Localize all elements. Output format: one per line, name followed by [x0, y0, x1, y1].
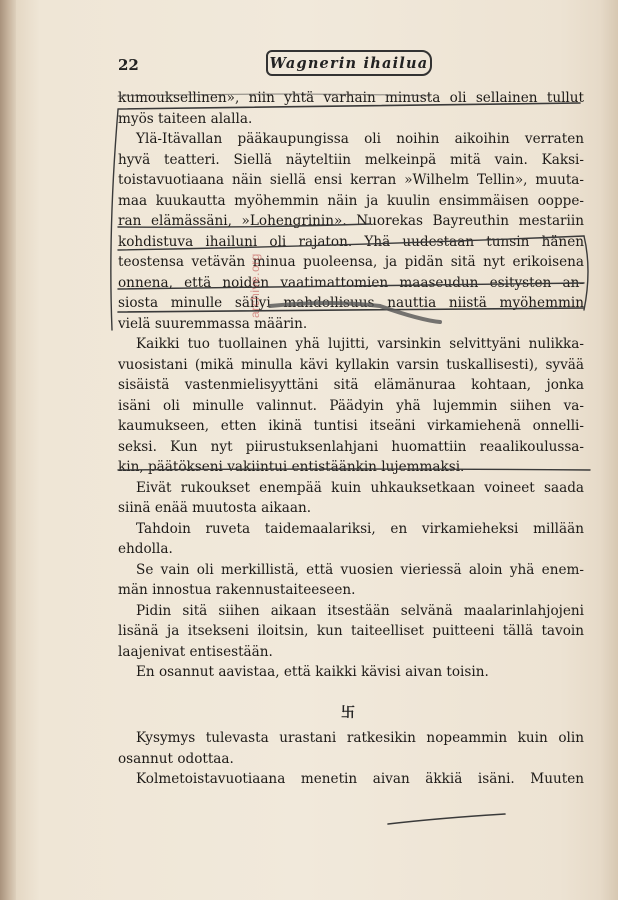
section-ornament: 卐 [341, 705, 355, 721]
running-head-text: Wagnerin ihailua [269, 54, 429, 72]
text-line: Tahdoin ruveta taidemaalariksi, en virkamieheksi millään [136, 520, 584, 537]
page-number: 22 [118, 56, 139, 74]
text-line: Kolmetoistavuotiaana menetin aivan äkkiä isäni. Muuten [136, 771, 584, 787]
text-line: kaumukseen, etten ikinä tuntisi itseäni virkamiehenä onnelli- [118, 418, 584, 434]
text-line: teostensa vetävän minua puoleensa, ja pidän sitä nyt erikoisena [118, 254, 584, 270]
text-line: kohdistuva ihailuni oli rajaton. Yhä uudestaan tunsin hänen [118, 233, 584, 250]
running-head [266, 50, 432, 76]
body-text-block-2 [118, 728, 584, 790]
watermark: archive.org [248, 253, 262, 318]
text-line: Ylä-Itävallan pääkaupungissa oli noihin aikoihin verraten [136, 131, 584, 147]
text-line: ran elämässäni, »Lohengrinin». Nuorekas Bayreuthin mestariin [118, 213, 584, 229]
text-line: laajenivat entisestään. [118, 643, 273, 660]
text-line: sisäistä vastenmielisyyttäni sitä elämänuraa kohtaan, jonka [118, 377, 584, 393]
text-line: vielä suuremmassa määrin. [118, 315, 308, 332]
text-line: Kysymys tulevasta urastani ratkesikin nopeammin kuin olin [136, 730, 584, 746]
text-line: vuosistani (mikä minulla kävi kyllakin varsin tuskallisesti), syvää [118, 356, 584, 373]
text-line: Pidin sitä siihen aikaan itsestään selvänä maalarinlahjojeni [136, 602, 584, 619]
text-line: En osannut aavistaa, että kaikki kävisi aivan toisin. [136, 664, 489, 680]
book-spine-shadow [0, 0, 16, 900]
text-line: siinä enää muutosta aikaan. [118, 500, 312, 516]
text-line: toistavuotiaana näin siellä ensi kerran »Wilhelm Tellin», muuta- [118, 172, 584, 188]
text-line: osannut odottaa. [118, 750, 234, 767]
text-line: seksi. Kun nyt piirustuksenlahjani huomattiin reaalikoulussa- [118, 438, 584, 455]
text-line: Kaikki tuo tuollainen yhä lujitti, varsinkin selvittyäni nulikka- [136, 336, 584, 352]
text-line: maa kuukautta myöhemmin näin ja kuulin ensimmäisen ooppe- [118, 192, 584, 209]
text-line: män innostua rakennustaiteeseen. [118, 582, 356, 598]
text-line: kumouksellinen», niin yhtä varhain minusta oli sellainen tullut [118, 90, 584, 106]
body-text-block [118, 88, 584, 683]
text-line: myös taiteen alalla. [118, 110, 253, 127]
text-line: Se vain oli merkillistä, että vuosien vieriessä aloin yhä enem- [136, 561, 584, 578]
text-line: lisänä ja itsekseni iloitsin, kun taiteelliset puitteeni tällä tavoin [118, 623, 584, 639]
text-line: Eivät rukoukset enempää kuin uhkauksetkaan voineet saada [136, 479, 584, 496]
text-line: siosta minulle säilyi mahdollisuus nauttia niistä myöhemmin [118, 295, 584, 311]
text-line: isäni oli minulle valinnut. Päädyin yhä lujemmin siihen va- [118, 397, 584, 414]
text-line: kin, päätökseni vakiintui entistäänkin lujemmaksi. [118, 459, 465, 475]
text-line: onnena, että noiden vaatimattomien maaseudun esitysten an- [118, 274, 584, 291]
text-line: hyvä teatteri. Siellä näyteltiin melkeinpä mitä vain. Kaksi- [118, 151, 584, 168]
text-line: ehdolla. [118, 541, 173, 557]
